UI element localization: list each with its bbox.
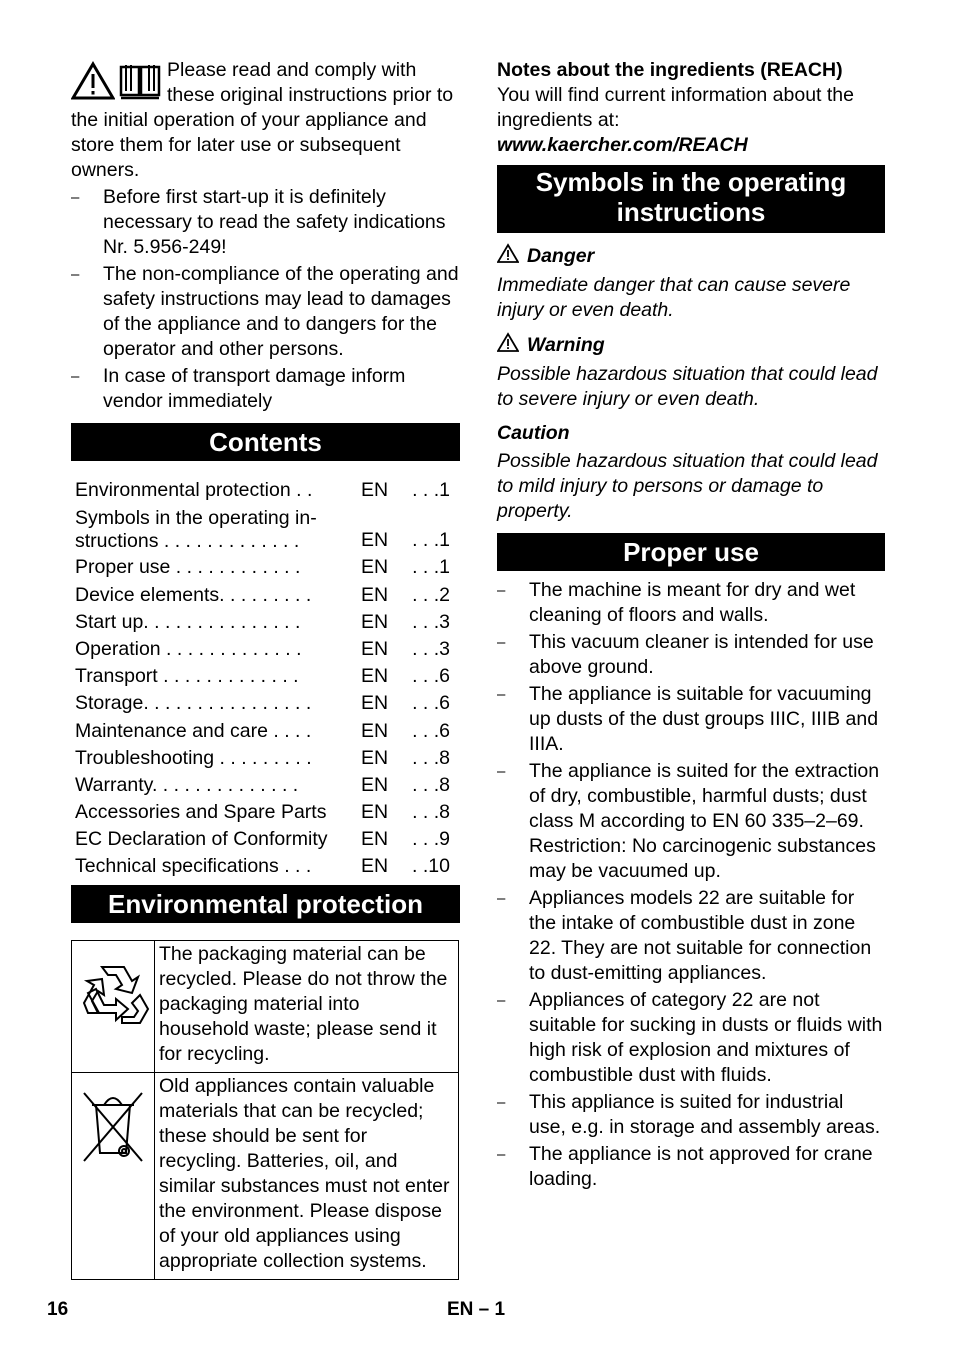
list-item: – The appliance is suited for the extraction of dry, combustible, harmful dusts; dust class M according to EN 60 335–2–69. Restriction: No carcinogenic substances may be vacuumed up. <box>497 759 885 884</box>
caution-label: Caution <box>497 422 570 444</box>
toc-row[interactable] <box>71 580 460 607</box>
list-item: – In case of transport damage inform vendor immediately <box>71 364 460 414</box>
toc-entry-name: Storage <box>75 692 144 715</box>
toc-dots: . . . <box>278 855 312 878</box>
env-text: The packaging material can be recycled. Please do not throw the packaging material into household waste; please send it for recycling. <box>155 941 459 1073</box>
toc-lang: EN <box>361 583 389 606</box>
caution-text: Possible hazardous situation that could lead to mild injury to persons or damage to property. <box>497 450 878 522</box>
toc-entry-name: Device elements <box>75 583 220 606</box>
toc-row[interactable] <box>71 503 460 553</box>
list-item: – This appliance is suited for industrial use, e.g. in storage and assembly areas. <box>497 1090 885 1140</box>
toc-dots: . . . . . . . . . <box>214 746 312 769</box>
toc-row[interactable] <box>71 771 460 798</box>
symbols-heading <box>497 165 885 233</box>
toc-row[interactable] <box>71 553 460 580</box>
toc-dots: . . . . . . . . . . . . . . . <box>143 610 301 633</box>
symbols-heading-line1: Symbols in the operating <box>535 167 847 197</box>
toc-page: . . .6 <box>412 719 450 742</box>
toc-entry-name: Operation <box>75 637 161 660</box>
toc-lang: EN <box>361 637 389 660</box>
toc-row[interactable] <box>71 798 460 825</box>
reach-title: Notes about the ingredients (REACH) <box>497 59 843 81</box>
env-table <box>71 940 459 1280</box>
left-column <box>71 58 460 1280</box>
list-item: – Appliances models 22 are suitable for the intake of combustible dust in zone 22. They are not suitable for connection to dust-emitting appliances. <box>497 886 885 986</box>
toc-lang: EN <box>361 773 389 796</box>
toc-lang: EN <box>361 828 389 851</box>
symbols-heading-line2: instructions <box>616 197 766 227</box>
toc-row[interactable] <box>71 716 460 743</box>
toc-lang: EN <box>361 719 389 742</box>
toc-lang: EN <box>361 692 389 715</box>
crossed-out-bin-icon <box>78 1158 148 1180</box>
warning-triangle-icon <box>497 243 519 270</box>
intro-section <box>71 58 460 414</box>
toc-row[interactable] <box>71 825 460 852</box>
warning-text: Possible hazardous situation that could lead to severe injury or even death. <box>497 363 878 410</box>
toc-lang: EN <box>361 479 389 502</box>
danger-label: Danger <box>527 245 595 267</box>
toc-lang: EN <box>361 855 389 878</box>
toc-entry-name: Environmental protection <box>75 479 291 502</box>
toc-row[interactable] <box>71 635 460 662</box>
toc-dots: . . . . . . . . . <box>219 583 312 606</box>
table-row <box>72 941 459 1073</box>
toc-dots: . . . . <box>267 719 312 742</box>
contents-heading: Contents <box>71 423 460 461</box>
reach-link[interactable]: www.kaercher.com/REACH <box>497 134 748 156</box>
env-text: Old appliances contain valuable materials that can be recycled; these should be sent for recycling. Batteries, oil, and similar substances must not enter the environment. Please dispose of your old appliances using appropriate collection systems. <box>155 1073 459 1280</box>
toc-page: . . .1 <box>412 529 450 552</box>
toc-page: . . .1 <box>412 556 450 579</box>
toc-dots: . . . . . . . . . . . . . <box>160 637 302 660</box>
toc-lang: EN <box>361 556 389 579</box>
toc-dots: . . . . . . . . . . . . . <box>158 530 300 553</box>
danger-text: Immediate danger that can cause severe injury or even death. <box>497 274 851 321</box>
toc-entry-name: Proper use <box>75 556 171 579</box>
list-item: – Before first start-up it is definitely necessary to read the safety indications Nr. 5.956-249! <box>71 185 460 260</box>
env-icon-cell <box>72 941 155 1073</box>
toc-entry-name: structions <box>75 530 159 553</box>
env-icon-cell <box>72 1073 155 1280</box>
toc-lang: EN <box>361 529 389 552</box>
toc-entry-name: Start up <box>75 610 144 633</box>
toc-dots: . . . . . . . . . . . . . . <box>151 773 299 796</box>
reach-text: You will find current information about the ingredients at: <box>497 84 854 131</box>
recycling-icon <box>74 1022 152 1044</box>
toc-page: . . .8 <box>412 801 450 824</box>
toc-row[interactable] <box>71 744 460 771</box>
toc-page: . . .6 <box>412 665 450 688</box>
toc-entry-name: Troubleshooting <box>75 746 215 769</box>
intro-icons <box>71 61 163 107</box>
warning-label: Warning <box>527 334 605 356</box>
intro-text: Please read and comply with these original instructions prior to the initial operation of your appliance and store them for later use or subsequent owners. <box>71 59 454 181</box>
toc-lang: EN <box>361 610 389 633</box>
footer-lang-page: EN – 1 <box>447 1299 506 1320</box>
toc-page: . .10 <box>412 855 450 878</box>
toc-row[interactable] <box>71 476 460 503</box>
toc-page: . . .8 <box>412 746 450 769</box>
toc-dots: . . <box>290 479 313 502</box>
list-item: – The non-compliance of the operating and safety instructions may lead to damages of the appliance and to dangers for the operator and other persons. <box>71 262 460 362</box>
toc-lang: EN <box>361 746 389 769</box>
env-heading: Environmental protection <box>71 885 460 923</box>
proper-use-heading: Proper use <box>497 533 885 571</box>
list-item: – Appliances of category 22 are not suitable for sucking in dusts or fluids with high risk of explosion and mixtures of combustible dust with fluids. <box>497 988 885 1088</box>
warning-triangle-icon <box>497 332 519 359</box>
proper-use-list <box>497 578 885 1192</box>
toc-row[interactable] <box>71 608 460 635</box>
toc-entry-name-line1: Symbols in the operating in- <box>75 507 317 530</box>
toc-entry-name: Accessories and Spare Parts <box>75 801 327 824</box>
table-row <box>72 1073 459 1280</box>
manual-book-icon <box>118 61 162 107</box>
page-number: 16 <box>47 1299 69 1320</box>
toc-row[interactable] <box>71 852 460 879</box>
toc-entry-name: Transport <box>75 665 158 688</box>
toc-lang: EN <box>361 665 389 688</box>
toc-page: . . .3 <box>412 610 450 633</box>
toc-page: . . .2 <box>412 583 450 606</box>
toc-page: . . .3 <box>412 637 450 660</box>
danger-title <box>497 243 885 270</box>
toc-page: . . .1 <box>412 479 450 502</box>
toc-page: . . .9 <box>412 828 450 851</box>
toc-dots: . . . . . . . . . . . . . . . . <box>143 692 312 715</box>
list-item: – This vacuum cleaner is intended for use above ground. <box>497 630 885 680</box>
toc-entry-name: EC Declaration of Conformity <box>75 828 328 851</box>
list-item: – The machine is meant for dry and wet cleaning of floors and walls. <box>497 578 885 628</box>
toc-entry-name: Maintenance and care <box>75 719 268 742</box>
list-item: – The appliance is not approved for crane loading. <box>497 1142 885 1192</box>
contents-table <box>71 476 460 879</box>
toc-row[interactable] <box>71 662 460 689</box>
toc-entry-name: Technical specifications <box>75 855 279 878</box>
toc-dots: . . . . . . . . . . . . <box>170 556 301 579</box>
toc-dots: . . . . . . . . . . . . . <box>157 665 299 688</box>
toc-entry-name: Warranty <box>75 773 152 796</box>
intro-bullet-list <box>71 185 460 414</box>
warning-title <box>497 332 885 359</box>
toc-row[interactable] <box>71 689 460 716</box>
toc-page: . . .6 <box>412 692 450 715</box>
toc-lang: EN <box>361 801 389 824</box>
warning-triangle-icon <box>71 61 115 107</box>
toc-page: . . .8 <box>412 773 450 796</box>
right-column <box>497 58 885 1192</box>
caution-title <box>497 421 885 446</box>
list-item: – The appliance is suitable for vacuuming up dusts of the dust groups IIIC, IIIB and IIIA. <box>497 682 885 757</box>
